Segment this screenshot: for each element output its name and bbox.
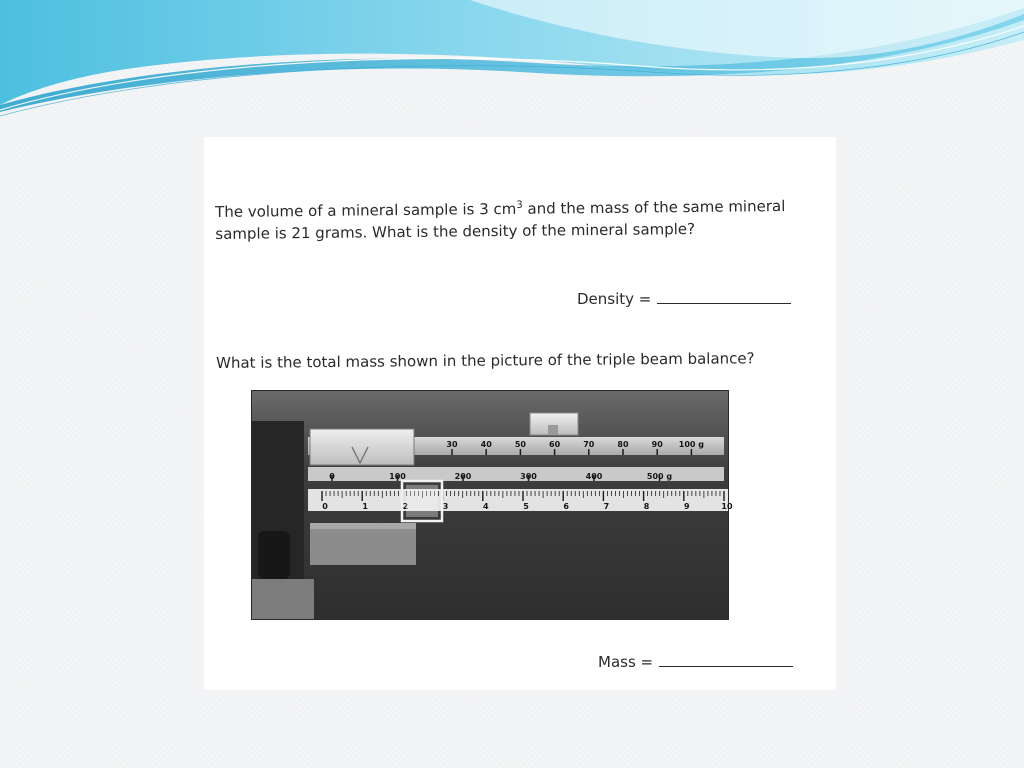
beam-10g-label: 3 xyxy=(442,502,449,511)
header-wave-decoration xyxy=(0,0,1024,125)
beam-500g-label: 300 xyxy=(520,472,537,481)
beam-100g-label: 80 xyxy=(617,440,629,449)
beam-10g-label: 8 xyxy=(643,502,650,511)
beam-10g-label: 5 xyxy=(523,502,529,511)
beam-10g-label: 2 xyxy=(402,502,409,511)
beam-10g-label: 10 xyxy=(721,502,733,511)
beam-100g-label: 30 xyxy=(446,440,458,449)
rider-100g-notch xyxy=(548,425,558,435)
mass-answer-line xyxy=(598,650,793,673)
pan-block-highlight xyxy=(310,523,416,529)
beam-10g-label: 4 xyxy=(483,502,489,511)
mass-label: Mass = xyxy=(598,653,654,671)
beam-100g-label: 70 xyxy=(583,440,595,449)
beam-100g-label: 50 xyxy=(514,440,526,449)
density-blank xyxy=(657,287,791,304)
beam-10g-label: 6 xyxy=(563,502,569,511)
balance-base xyxy=(252,579,314,619)
beam-500g-label: 0 xyxy=(329,472,335,481)
beam-10g xyxy=(308,489,728,511)
beam-100g-label: 40 xyxy=(480,440,492,449)
pan-block xyxy=(310,523,416,565)
worksheet-scan xyxy=(204,137,836,690)
beam-10g-label: 7 xyxy=(603,502,610,511)
beam-10g-label: 9 xyxy=(684,502,690,511)
balance-knob xyxy=(258,531,290,579)
density-answer-line xyxy=(577,287,791,310)
beam-100g-label: 60 xyxy=(549,440,561,449)
mass-blank xyxy=(659,650,793,667)
beam-500g-label: 200 xyxy=(454,472,472,481)
beam-100g-label: 100 g xyxy=(678,440,705,449)
beam-10g-label: 0 xyxy=(322,502,328,511)
beam-500g-label: 500 g xyxy=(646,472,673,481)
beam-100g-label: 90 xyxy=(651,440,663,449)
beam-500g-label: 400 xyxy=(585,472,603,481)
beam-10g-label: 1 xyxy=(362,502,368,511)
beam-500g-label: 100 xyxy=(389,472,406,481)
cm-superscript: 3 xyxy=(516,199,523,211)
question-1-text: The volume of a mineral sample is 3 $cm^3$ and the mass of the same mineral sample is 21 grams. What is the density of the mineral sample? xyxy=(215,197,786,243)
rider-10g-inner xyxy=(406,485,438,517)
triple-beam-balance-photo xyxy=(251,390,733,620)
density-label: Density = xyxy=(577,290,652,308)
question-2-text: What is the total mass shown in the picture of the triple beam balance? xyxy=(216,349,755,372)
